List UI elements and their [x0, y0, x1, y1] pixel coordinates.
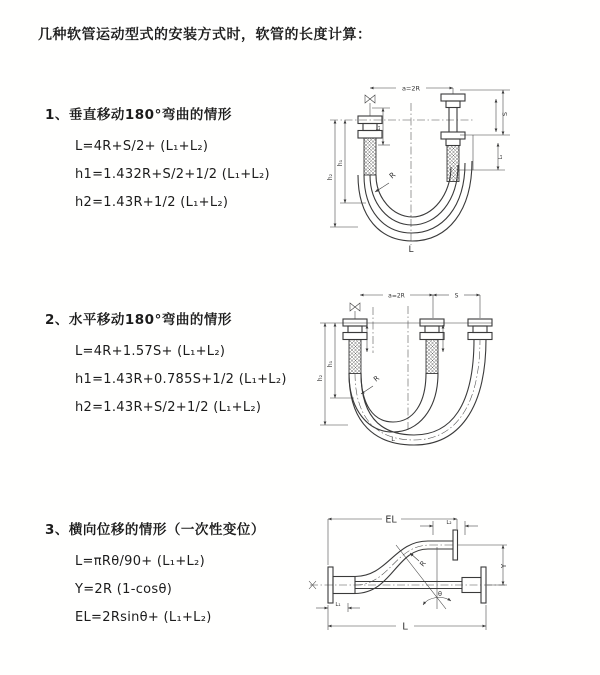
dim-label-h1: h₁	[337, 159, 344, 167]
angle-construction	[396, 545, 451, 609]
section-lateral-displacement	[45, 518, 265, 638]
dim-label-h2: h₂	[317, 374, 324, 382]
formula-h1: h1=1.432R+S/2+1/2 (L₁+L₂)	[75, 167, 270, 182]
dim-label-theta: θ	[438, 590, 442, 598]
hose-curve	[355, 541, 430, 594]
diagram-lateral-displacement	[300, 505, 600, 645]
formula-l: L=4R+1.57S+ (L₁+L₂)	[75, 344, 226, 359]
dim-label-y: Y	[500, 563, 508, 569]
dimension-length	[328, 605, 486, 633]
dimension-span	[360, 293, 433, 300]
section-3-heading: 3、横向位移的情形（一次性变位）	[45, 522, 265, 538]
formula-el: EL=2Rsinθ+ (L₁+L₂)	[75, 610, 212, 625]
horizontal-centerline	[309, 581, 505, 589]
formula-h2: h2=1.43R+1/2 (L₁+L₂)	[75, 195, 229, 210]
dimension-s	[433, 293, 480, 319]
dimension-span	[370, 85, 453, 95]
dim-label-radius: R	[372, 374, 382, 384]
dim-label-l1: L₁	[376, 125, 382, 131]
dimension-l2	[420, 520, 478, 535]
valve-icon	[350, 303, 360, 319]
dimension-h1	[337, 120, 366, 203]
formula-l: L=πRθ/90+ (L₁+L₂)	[75, 554, 205, 569]
formula-h1: h1=1.43R+0.785S+1/2 (L₁+L₂)	[75, 372, 287, 387]
dim-label-h2: h₂	[327, 173, 334, 181]
dimension-y	[458, 545, 508, 585]
dim-label-length: L	[391, 435, 395, 443]
dim-label-l1: L₁	[335, 602, 341, 608]
right-fitting	[468, 319, 492, 340]
left-fitting	[358, 116, 382, 175]
middle-fitting	[420, 319, 444, 374]
section-1-heading: 1、垂直移动180°弯曲的情形	[45, 107, 232, 123]
hose-curves	[349, 339, 486, 445]
dimension-s	[460, 90, 510, 135]
section-2-heading: 2、水平移动180°弯曲的情形	[45, 312, 232, 328]
dim-label-s: S	[501, 111, 509, 117]
formula-y: Y=2R (1-cosθ)	[75, 582, 173, 597]
right-pipe	[441, 94, 465, 182]
left-fitting	[343, 319, 367, 374]
diagram-vertical-bend	[310, 75, 600, 255]
dim-label-h1: h₁	[327, 360, 334, 368]
top-right-flange	[428, 530, 458, 560]
braided-hose-section	[426, 340, 438, 374]
valve-icon	[365, 95, 375, 116]
section-horizontal-movement	[45, 308, 287, 428]
dim-label-radius: R	[418, 559, 428, 569]
page-title: 几种软管运动型式的安装方式时，软管的长度计算：	[38, 27, 372, 43]
dim-label-span: a=2R	[401, 84, 421, 93]
dim-label-s: S	[454, 292, 459, 300]
dim-label-length: L	[408, 245, 414, 255]
dim-label-l2: L₂	[446, 520, 452, 526]
formula-l: L=4R+S/2+ (L₁+L₂)	[75, 139, 209, 154]
radius-callout	[361, 374, 381, 394]
dimension-h2	[327, 120, 358, 227]
dim-label-el: EL	[385, 514, 397, 526]
dimension-l1	[316, 602, 360, 612]
formula-h2: h2=1.43R+S/2+1/2 (L₁+L₂)	[75, 400, 262, 415]
braided-hose-section	[349, 340, 361, 374]
dim-label-length: L	[402, 621, 408, 633]
dim-label-radius: R	[387, 170, 398, 181]
dim-label-span: a=2R	[388, 292, 405, 300]
section-vertical-movement	[45, 103, 270, 223]
diagram-horizontal-bend	[310, 280, 600, 450]
braided-hose-section	[364, 138, 376, 175]
dim-label-l2: L₂	[498, 154, 504, 160]
